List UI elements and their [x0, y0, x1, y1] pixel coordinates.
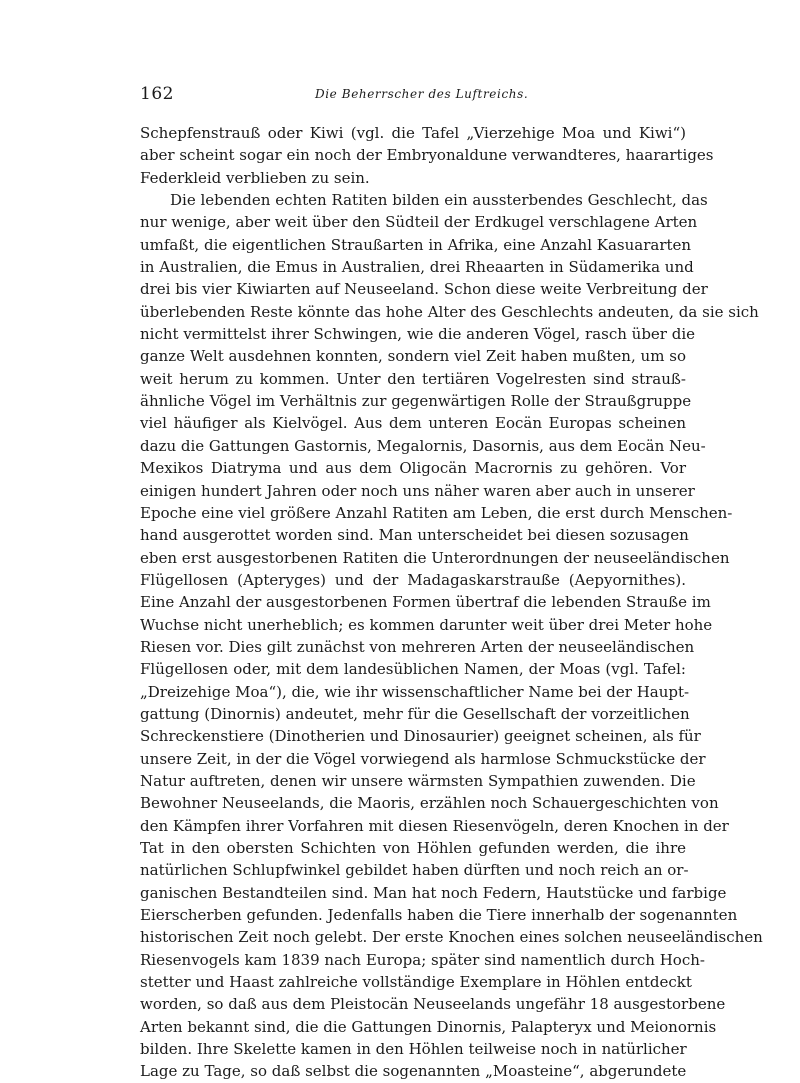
- text-line: hand ausgerottet worden sind. Man unterscheidet bei diesen sozusagen: [140, 526, 689, 545]
- text-line: Eierscherben gefunden. Jedenfalls haben die Tiere innerhalb der sogenannten: [140, 906, 738, 925]
- page-number: 162: [140, 84, 174, 104]
- text-line: gattung (Dinornis) andeutet, mehr für die Gesellschaft der vorzeitlichen: [140, 704, 690, 723]
- text-line: nicht vermittelst ihrer Schwingen, wie die anderen Vögel, rasch über die: [140, 325, 696, 344]
- text-line: Federkleid verblieben zu sein.: [140, 168, 370, 187]
- text-line: drei bis vier Kiwiarten auf Neuseeland. Schon diese weite Verbreitung der: [140, 280, 708, 299]
- text-line: Natur auftreten, denen wir unsere wärmsten Sympathien zuwenden. Die: [140, 771, 696, 790]
- text-line: einigen hundert Jahren oder noch uns näher waren aber auch in unserer: [140, 481, 695, 500]
- text-line: Arten bekannt sind, die die Gattungen Dinornis, Palapteryx und Meionornis: [140, 1017, 717, 1036]
- text-line: Bewohner Neuseelands, die Maoris, erzählen noch Schauergeschichten von: [140, 794, 719, 813]
- text-line: Riesenvogels kam 1839 nach Europa; später sind namentlich durch Hoch-: [140, 950, 705, 969]
- text-line: „Dreizehige Moa“), die, wie ihr wissenschaftlicher Name bei der Haupt-: [140, 682, 690, 701]
- text-line: Eine Anzahl der ausgestorbenen Formen übertraf die lebenden Strauße im: [140, 593, 711, 612]
- text-line: den Kämpfen ihrer Vorfahren mit diesen Riesenvögeln, deren Knochen in der: [140, 816, 729, 835]
- text-line: ganischen Bestandteilen sind. Man hat noch Federn, Hautstücke und farbige: [140, 883, 727, 902]
- text-line: überlebenden Reste könnte das hohe Alter des Geschlechts andeuten, da sie sich: [140, 302, 759, 321]
- text-line: ähnliche Vögel im Verhältnis zur gegenwärtigen Rolle der Straußgruppe: [140, 392, 692, 411]
- text-line: Lage zu Tage, so daß selbst die sogenannten „Moasteine“, abgerundete: [140, 1062, 687, 1081]
- text-line: Wuchse nicht unerheblich; es kommen darunter weit über drei Meter hohe: [140, 615, 713, 634]
- text-line: umfaßt, die eigentlichen Straußarten in Afrika, eine Anzahl Kasuararten: [140, 235, 692, 254]
- text-line: Epoche eine viel größere Anzahl Ratiten am Leben, die erst durch Menschen-: [140, 503, 733, 522]
- text-line: Schepfenstrauß oder Kiwi (vgl. die Tafel „Vierzehige Moa und Kiwi“): [140, 124, 686, 142]
- text-line: in Australien, die Emus in Australien, drei Rheaarten in Südamerika und: [140, 258, 694, 277]
- text-line: Die lebenden echten Ratiten bilden ein aussterbendes Geschlecht, das: [170, 191, 708, 210]
- text-line: stetter und Haast zahlreiche vollständige Exemplare in Höhlen entdeckt: [140, 973, 692, 992]
- text-line: natürlichen Schlupfwinkel gebildet haben dürften und noch reich an or-: [140, 861, 689, 880]
- page-header: [140, 84, 684, 108]
- text-line: Flügellosen oder, mit dem landesüblichen Namen, der Moas (vgl. Tafel:: [140, 660, 686, 679]
- text-line: dazu die Gattungen Gastornis, Megalornis, Dasornis, aus dem Eocän Neu-: [140, 436, 706, 455]
- text-line: viel häufiger als Kielvögel. Aus dem unteren Eocän Europas scheinen: [140, 414, 686, 433]
- text-line: eben erst ausgestorbenen Ratiten die Unterordnungen der neuseeländischen: [140, 548, 730, 567]
- text-line: historischen Zeit noch gelebt. Der erste Knochen eines solchen neuseeländischen: [140, 928, 763, 947]
- running-head: Die Beherrscher des Luftreichs.: [315, 87, 529, 101]
- text-line: unsere Zeit, in der die Vögel vorwiegend als harmlose Schmuckstücke der: [140, 749, 706, 768]
- text-line: weit herum zu kommen. Unter den tertiären Vogelresten sind strauß-: [140, 369, 686, 388]
- text-line: bilden. Ihre Skelette kamen in den Höhlen teilweise noch in natürlicher: [140, 1040, 687, 1059]
- text-line: Flügellosen (Apteryges) und der Madagaskarstrauße (Aepyornithes).: [140, 570, 686, 589]
- text-line: ganze Welt ausdehnen konnten, sondern viel Zeit haben mußten, um so: [140, 347, 686, 366]
- text-line: Mexikos Diatryma und aus dem Oligocän Macrornis zu gehören. Vor: [140, 459, 686, 478]
- text-line: aber scheint sogar ein noch der Embryonaldune verwandteres, haarartiges: [140, 146, 714, 165]
- text-line: Schreckenstiere (Dinotherien und Dinosaurier) geeignet scheinen, als für: [140, 727, 701, 746]
- body-text: [140, 122, 763, 1083]
- text-line: Riesen vor. Dies gilt zunächst von mehreren Arten der neuseeländischen: [140, 637, 695, 656]
- text-line: worden, so daß aus dem Pleistocän Neuseelands ungefähr 18 ausgestorbene: [140, 995, 726, 1014]
- text-line: Tat in den obersten Schichten von Höhlen gefunden werden, die ihre: [140, 839, 686, 857]
- text-line: nur wenige, aber weit über den Südteil der Erdkugel verschlagene Arten: [140, 213, 698, 232]
